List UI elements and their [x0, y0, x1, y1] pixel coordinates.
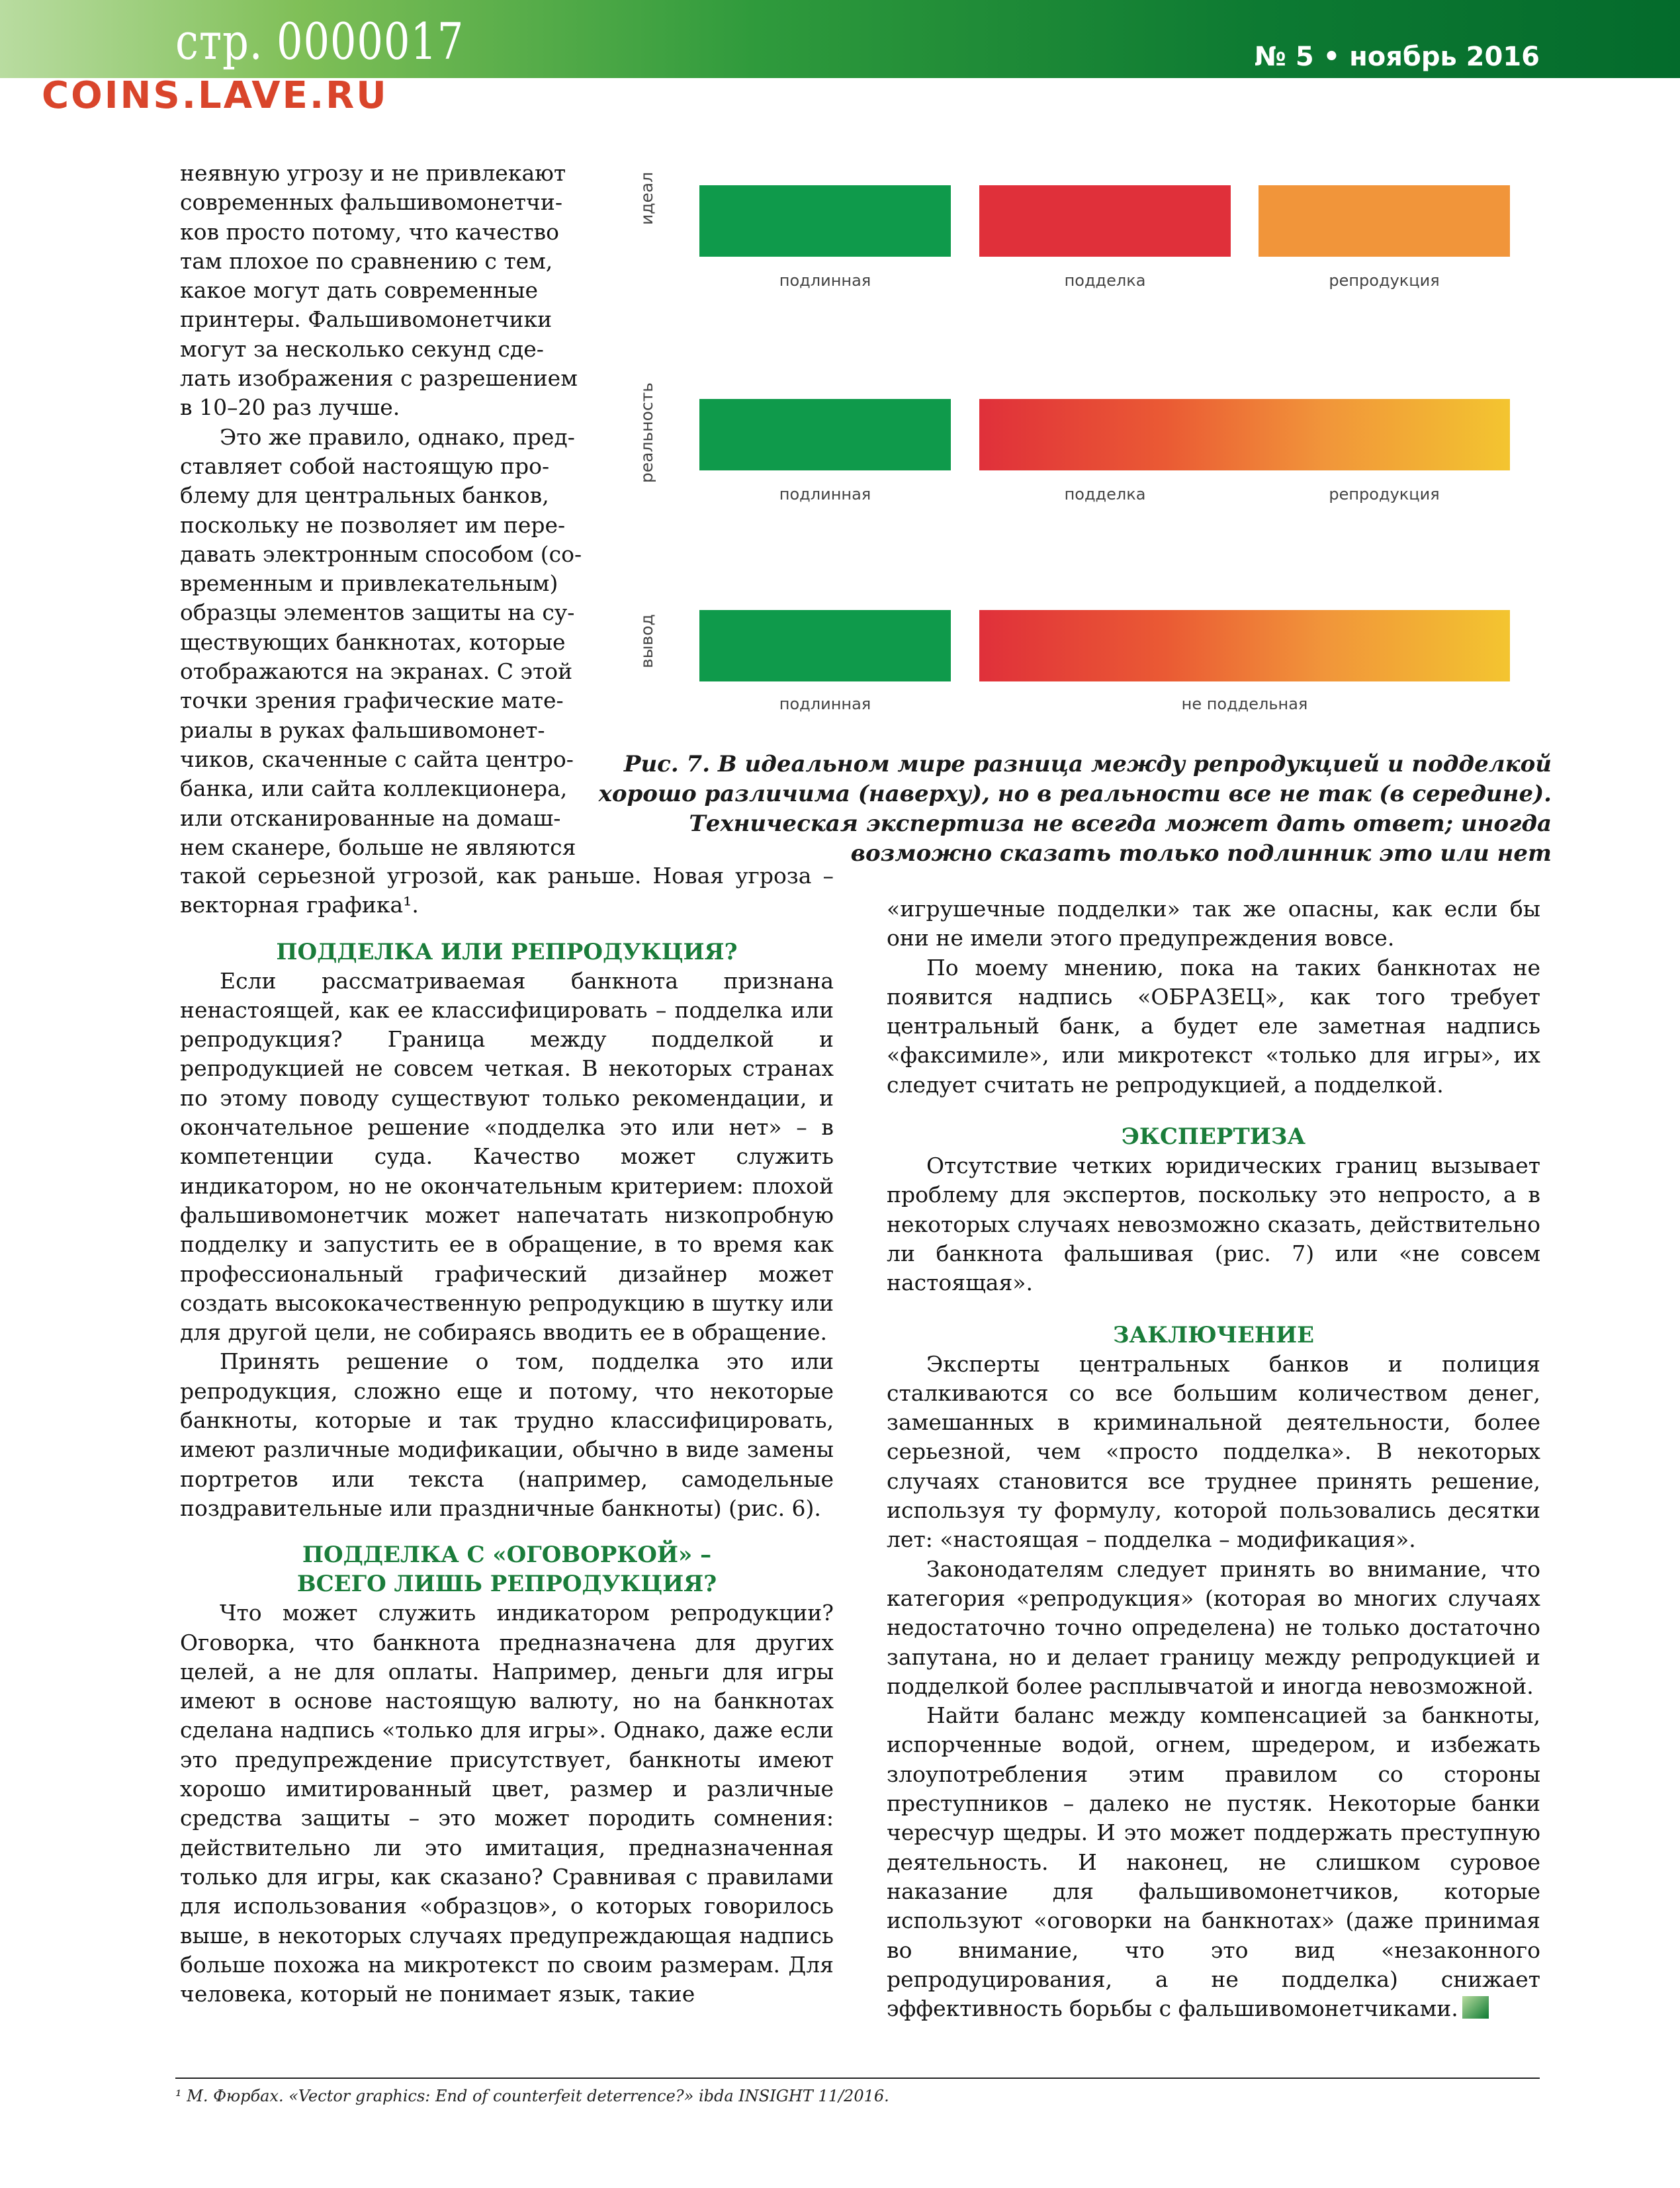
- figure-7: [609, 172, 1548, 721]
- watermark-logo[interactable]: COINS.LAVE.RU: [42, 74, 388, 117]
- footnote: ¹ М. Фюрбах. «Vector graphics: End of counterfeit deterrence?» ibda INSIGHT 11/2016.: [175, 2087, 889, 2105]
- bar-genuine: [699, 399, 951, 470]
- end-of-article-mark: [1462, 1996, 1489, 2019]
- row-label-reality: реальность: [637, 382, 656, 483]
- paragraph-3: Если рассматриваемая банкнота признана ненастоящей, как ее классифицировать – подделка или репродукция? Граница между подделкой и репродукцией не совсем четкая. В некоторых странах по этому поводу существуют только рекомендации, и окончательное решение «подделка это или нет» – в компетенции суда. Качество может служить индикатором, но не окончательным критерием: плохой фальшивомонетчик может напечатать низкопробную подделку и запустить ее в обращение, в то время как профессиональный графический дизайнер может создать высококачественную репродукцию в шутку или для другой цели, не собираясь вводить ее в обращение.: [180, 967, 834, 1346]
- bar-label: подлинная: [779, 485, 871, 503]
- right-paragraph-1: «игрушечные подделки» так же опасны, как если бы они не имели этого предупреждения вовсе.: [887, 896, 1540, 951]
- bar-genuine: [699, 610, 951, 681]
- heading-conclusion: ЗАКЛЮЧЕНИЕ: [1112, 1321, 1315, 1348]
- page-number: стр. 0000017: [175, 12, 464, 71]
- right-paragraph-5: Законодателям следует принять во внимание, что категория «репродукция» (которая во многих случаях недостаточно точно определена) не только достаточно запутана, но и делает границу между репродукцией и подделкой более расплывчатой и иногда невозможной.: [887, 1555, 1540, 1699]
- bar-reproduction: [1259, 185, 1510, 257]
- paragraph-5: Что может служить индикатором репродукции? Оговорка, что банкнота предназначена для других целей, а не для оплаты. Например, деньги для игры имеют в основе настоящую валюту, но на банкнотах сделана надпись «только для игры». Однако, даже если это предупреждение присутствует, банкноты имеют хорошо имитированный цвет, размер и различные средства защиты – это может породить сомнения: действительно ли это имитация, предназначенная только для игры, как сказано? Сравнивая с правилами для использования «образцов», о которых говорилось выше, в некоторых случаях предупреждающая надпись больше похожа на микротекст по своим размерам. Для человека, который не понимает язык, такие: [180, 1600, 834, 2007]
- bar-counterfeit: [979, 185, 1231, 257]
- intro-paragraph: неявную угрозу и не привлекают современных фальшивомонетчи- ков просто потому, что качество там плохое по сравнению с тем, какое могут дать современные принтеры. Фальшивомонетчики могут за несколько секунд сде- лать изображения с разрешением в 10–20 раз лучше.: [180, 160, 578, 421]
- paragraph-2-tail: такой серьезной угрозой, как раньше. Новая угроза – векторная графика¹.: [180, 863, 834, 918]
- row-label-ideal: идеал: [637, 171, 656, 225]
- right-paragraph-3: Отсутствие четких юридических границ вызывает проблему для экспертов, поскольку это непросто, а в некоторых случаях невозможно сказать, действительно ли банкнота фальшивая (рис. 7) или «не совсем настоящая».: [887, 1153, 1540, 1296]
- bar-label: подделка: [1064, 485, 1146, 503]
- heading-disclaimer-line2: ВСЕГО ЛИШЬ РЕПРОДУКЦИЯ?: [296, 1571, 717, 1598]
- bar-not-counterfeit-gradient: [979, 610, 1510, 681]
- footnote-divider: [175, 2078, 1540, 2079]
- right-paragraph-4: Эксперты центральных банков и полиция сталкиваются со все большим количеством денег, замешанных в криминальной деятельности, более серьезной, чем «просто подделка». В некоторых случаях становится все труднее принять решение, используя ту формулу, которой пользовались десятки лет: «настоящая – подделка – модификация».: [887, 1350, 1540, 1553]
- right-paragraph-6: Найти баланс между компенсацией за банкноты, испорченные водой, огнем, шредером, и избежать злоупотребления этим правилом со стороны преступников – далеко не пустяк. Некоторые банки чересчур щедры. И это может поддержать преступную деятельность. И наконец, не слишком суровое наказание для фальшивомонетчиков, которые используют «оговорки на банкнотах» (даже принимая во внимание, что это вид «незаконного репродуцирования, а не подделка) снижает эффективность борьбы с фальшивомонетчиками.: [887, 1702, 1540, 2022]
- heading-disclaimer-line1: ПОДДЕЛКА С «ОГОВОРКОЙ» –: [302, 1542, 712, 1569]
- bar-label: не поддельная: [1181, 695, 1308, 713]
- heading-expertise: ЭКСПЕРТИЗА: [1121, 1123, 1306, 1151]
- bar-label: подлинная: [779, 695, 871, 713]
- bar-genuine: [699, 185, 951, 257]
- header-bar: [0, 0, 1680, 78]
- bar-label: репродукция: [1329, 271, 1440, 290]
- heading-counterfeit-or-reproduction: ПОДДЕЛКА ИЛИ РЕПРОДУКЦИЯ?: [276, 938, 738, 965]
- left-column: [180, 861, 834, 2009]
- right-paragraph-2: По моему мнению, пока на таких банкнотах не появится надпись «ОБРАЗЕЦ», как того требует центральный банк, а будет еле заметная надпись «факсимиле», или микротекст «только для игры», их следует считать не репродукцией, а подделкой.: [887, 954, 1540, 1098]
- paragraph-4: Принять решение о том, подделка это или репродукция, сложно еще и потому, что некоторые банкноты, которые и так трудно классифицировать, имеют различные модификации, обычно в виде замены портретов или текста (например, самодельные поздравительные или праздничные банкноты) (рис. 6).: [180, 1348, 834, 1521]
- paragraph-2: Это же правило, однако, пред- ставляет собой настоящую про- блему для центральных банков, поскольку не позволяет им пере- давать электронным способом (со- временным и привлекательным) образцы элементов защиты на су- ществующих банкнотах, которые отображаются на экранах. С этой точки зрения графические мате- риалы в руках фальшивомонет- чиков, скаченные с сайта центро- банка, или сайта коллекционера, или отсканированные на домаш- нем сканере, больше не являются: [180, 423, 582, 860]
- bar-label: репродукция: [1329, 485, 1440, 503]
- bar-counterfeit-reproduction-gradient: [979, 399, 1510, 470]
- issue-label: № 5 • ноябрь 2016: [1254, 42, 1540, 72]
- row-label-conclusion: вывод: [637, 614, 656, 668]
- bar-label: подделка: [1064, 271, 1146, 290]
- left-narrow-text: [180, 159, 585, 862]
- figure-caption: Рис. 7. В идеальном мире разница между репродукцией и подделкой хорошо различима (наверху), но в реальности все не так (в середине). Техническая экспертиза не всегда может дать ответ; иногда возможно сказать только подлинник это или нет: [598, 751, 1552, 867]
- right-column: [887, 895, 1540, 2023]
- bar-label: подлинная: [779, 271, 871, 290]
